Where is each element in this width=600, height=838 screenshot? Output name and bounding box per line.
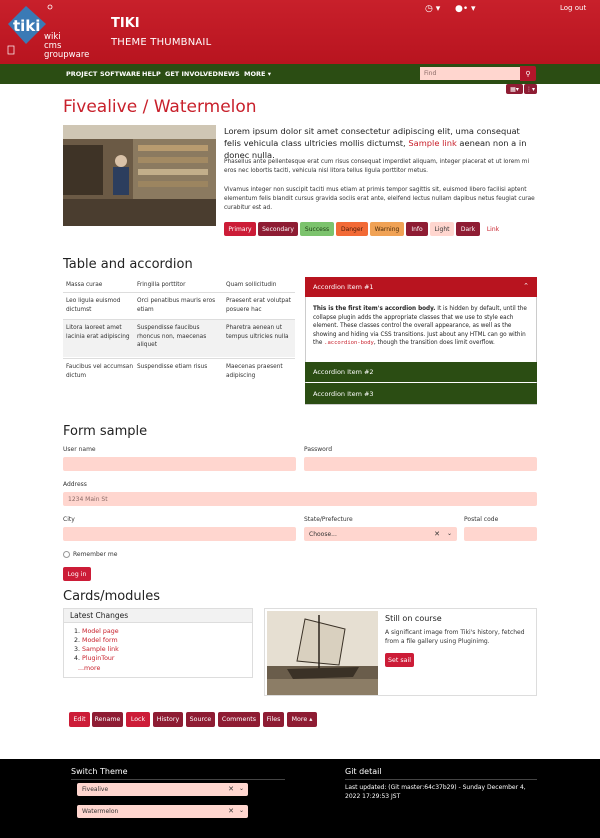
- danger-button[interactable]: Danger: [336, 222, 368, 236]
- svg-text:groupware: groupware: [44, 50, 90, 60]
- chevron-down-icon: ⌄: [238, 785, 244, 792]
- list-item[interactable]: 2. Model form: [74, 637, 118, 644]
- nav-get-involved[interactable]: GET INVOLVED: [165, 70, 218, 78]
- nav-software[interactable]: SOFTWARE: [100, 70, 141, 78]
- svg-text:cms: cms: [44, 41, 62, 51]
- user-name-field[interactable]: [63, 457, 296, 471]
- login-button[interactable]: Log in: [63, 567, 91, 581]
- search-button[interactable]: [520, 66, 536, 81]
- warning-button[interactable]: Warning: [370, 222, 404, 236]
- page-title: Fivealive / Watermelon: [63, 97, 257, 117]
- git-detail-text: Last updated: (Git master:64c37b29) - Sunday December 4, 2022 17:29:53 JST: [345, 784, 526, 800]
- list-item[interactable]: 1. Model page: [74, 628, 119, 635]
- city-label: City: [63, 516, 75, 523]
- body-paragraph-2: Vivamus integer non suscipit taciti mus etiam at primis tempor sagittis sit, euismod libero facilisi aptent elementum felis blandit cursus gravida sociis erat ante, eleifend lectus nullam dapibus netus feugiat curae curabitur est ad.: [224, 187, 535, 211]
- lead-paragraph: Lorem ipsum dolor sit amet consectetur adipiscing elit, uma consequat felis vehicula class ultricies mollis dictumst, Sample link aenean non a in donec nulla.: [224, 126, 527, 160]
- postal-code-label: Postal code: [464, 516, 499, 523]
- logout-link[interactable]: Log out: [560, 4, 587, 12]
- edit-button[interactable]: Edit: [69, 712, 90, 727]
- divider: [71, 779, 285, 780]
- more-actions-button[interactable]: More ▴: [287, 712, 317, 727]
- sample-link[interactable]: Sample link: [408, 138, 457, 148]
- theme-select[interactable]: Fivealive ✕ ⌄: [77, 783, 248, 796]
- password-label: Password: [304, 446, 333, 453]
- list-item[interactable]: 4. PluginTour: [74, 655, 115, 662]
- data-table: [63, 277, 295, 385]
- latest-changes-module: [63, 608, 253, 678]
- table-row: Faucibus vel accumsan dictum Suspendisse etiam risus Maecenas praesent adipiscing: [63, 358, 295, 384]
- shop-photo: [63, 125, 216, 226]
- clock-icon[interactable]: ◷ ▾: [425, 4, 441, 14]
- address-label: Address: [63, 481, 87, 488]
- user-name-label: User name: [63, 446, 96, 453]
- password-field[interactable]: [304, 457, 537, 471]
- success-button[interactable]: Success: [300, 222, 334, 236]
- table-section-heading: Table and accordion: [63, 257, 193, 272]
- primary-button[interactable]: Primary: [224, 222, 256, 236]
- accordion-item-1-header[interactable]: Accordion Item #1 ⌃: [305, 277, 537, 297]
- address-field[interactable]: 1234 Main St: [63, 492, 537, 506]
- state-select[interactable]: Choose... ✕ ⌄: [304, 527, 457, 541]
- layout-toggle-icon[interactable]: ▦▾: [506, 84, 523, 94]
- cards-heading: Cards/modules: [63, 589, 161, 604]
- card-title: Still on course: [385, 614, 442, 623]
- search-input[interactable]: Find: [420, 67, 520, 80]
- nav-news[interactable]: NEWS: [218, 70, 240, 78]
- chevron-down-icon: ⌄: [446, 530, 452, 537]
- form-heading: Form sample: [63, 424, 148, 439]
- table-row: Massa curae Fringilla porttitor Quam sollicitudin: [66, 282, 277, 288]
- dark-button[interactable]: Dark: [456, 222, 480, 236]
- light-button[interactable]: Light: [430, 222, 454, 236]
- accordion-item-3-header[interactable]: Accordion Item #3: [305, 383, 537, 404]
- switch-theme-heading: Switch Theme: [71, 767, 128, 776]
- postal-code-field[interactable]: [464, 527, 537, 541]
- remember-me-checkbox[interactable]: [63, 551, 70, 558]
- lock-button[interactable]: Lock: [126, 712, 150, 727]
- site-title: TIKI: [111, 16, 140, 31]
- search-icon: ⚲: [525, 69, 531, 78]
- table-row: Leo ligula euismod dictumst Orci penatibus mauris eros etiam Praesent erat volutpat posuere hac: [63, 292, 295, 318]
- nav-help[interactable]: HELP: [142, 70, 161, 78]
- accordion-item-1-body: This is the first item's accordion body. It is hidden by default, until the collapse plugin adds the appropriate classes that we use to style each element. These classes control the overall appearance, as well as the showing and hiding via CSS transitions. Just about any HTML can go within the .accordion-body, though the transition does limit overflow.: [313, 306, 527, 347]
- state-label: State/Prefecture: [304, 516, 353, 523]
- clear-icon[interactable]: ✕: [228, 785, 234, 793]
- divider: [345, 779, 537, 780]
- ship-photo: [267, 611, 378, 695]
- city-field[interactable]: [63, 527, 296, 541]
- rename-button[interactable]: Rename: [92, 712, 123, 727]
- module-title: Latest Changes: [64, 609, 252, 623]
- comments-button[interactable]: Comments: [218, 712, 260, 727]
- logo-tiki-text: tiki: [13, 17, 41, 35]
- nav-project[interactable]: PROJECT: [66, 70, 98, 78]
- git-detail-heading: Git detail: [345, 767, 382, 776]
- secondary-button[interactable]: Secondary: [258, 222, 298, 236]
- site-logo[interactable]: [4, 2, 104, 62]
- clear-icon[interactable]: ✕: [228, 807, 234, 815]
- body-paragraph-1: Phasellus ante pellentesque erat cum risus consequat imperdiet aliquam, integer placerat et ut lorem mi eros nec lobortis taciti, vehicula nisl litora tellus ligula porttitor metus.: [224, 159, 530, 174]
- svg-text:wiki: wiki: [44, 32, 61, 42]
- clear-icon[interactable]: ✕: [434, 530, 440, 538]
- link-button[interactable]: Link: [486, 225, 500, 233]
- nav-more[interactable]: MORE ▾: [244, 70, 271, 78]
- chevron-up-icon: ⌃: [523, 282, 529, 290]
- more-link[interactable]: ...more: [78, 665, 101, 672]
- modules-icon[interactable]: ●• ▾: [455, 4, 476, 14]
- accordion-item-2-header[interactable]: Accordion Item #2: [305, 362, 537, 382]
- site-subtitle: THEME THUMBNAIL: [111, 37, 212, 48]
- chevron-down-icon: ⌄: [238, 807, 244, 814]
- info-button[interactable]: Info: [406, 222, 428, 236]
- source-button[interactable]: Source: [186, 712, 215, 727]
- table-row: Litora laoreet amet lacinia erat adipiscing Suspendisse faucibus rhoncus non, maecenas aliquet Pharetra aenean ut tempus ultricies nulla: [63, 319, 295, 357]
- card-text: A significant image from Tiki's history, fetched from a file gallery using Pluginimg.: [385, 629, 525, 645]
- history-button[interactable]: History: [153, 712, 183, 727]
- set-sail-button[interactable]: Set sail: [385, 653, 414, 667]
- list-item[interactable]: 3. Sample link: [74, 646, 119, 653]
- page-menu-icon[interactable]: ⋮▾: [525, 85, 535, 93]
- remember-me-label: Remember me: [73, 551, 118, 558]
- theme-option-select[interactable]: Watermelon ✕ ⌄: [77, 805, 248, 818]
- image-card: [264, 608, 537, 696]
- files-button[interactable]: Files: [263, 712, 284, 727]
